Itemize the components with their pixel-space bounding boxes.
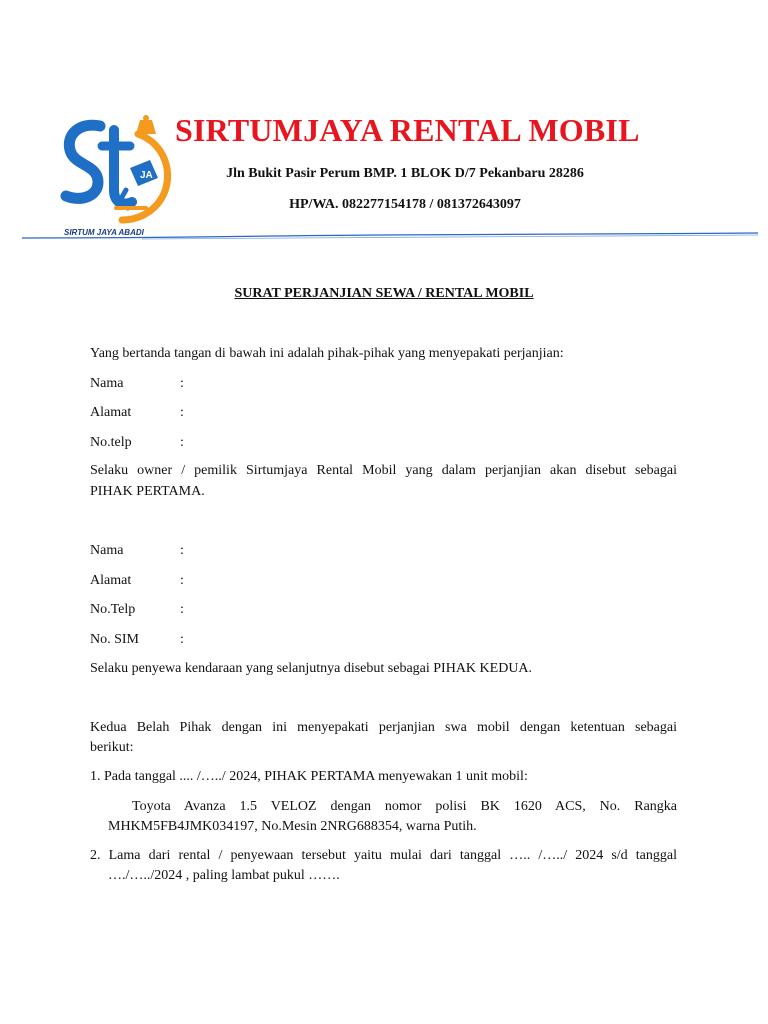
intro-paragraph: Yang bertanda tangan di bawah ini adalah pihak-pihak yang menyepakati perjanjian: [90, 346, 564, 361]
party2-label-telp: No.Telp [90, 602, 136, 617]
colon: : [180, 435, 184, 450]
party2-label-alamat: Alamat [90, 573, 132, 588]
document-title: SURAT PERJANJIAN SEWA / RENTAL MOBIL [234, 286, 534, 301]
colon: : [180, 602, 184, 617]
vehicle-details-line2: MHKM5FB4JMK034197, No.Mesin 2NRG688354, warna Putih. [108, 819, 477, 834]
party1-label-alamat: Alamat [90, 405, 132, 420]
party1-label-telp: No.telp [90, 435, 132, 450]
party1-role-line2: PIHAK PERTAMA. [90, 484, 205, 499]
clause-2-line1: 2. Lama dari rental / penyewaan tersebut yaitu mulai dari tanggal ….. /…../ 2024 s/d tanggal [90, 848, 677, 863]
vehicle-details-line1: Toyota Avanza 1.5 VELOZ dengan nomor polisi BK 1620 ACS, No. Rangka [132, 799, 677, 814]
header-divider [22, 226, 758, 242]
company-phone: HP/WA. 082277154178 / 081372643097 [289, 197, 521, 212]
colon: : [180, 632, 184, 647]
clause-1: 1. Pada tanggal .... /…../ 2024, PIHAK PERTAMA menyewakan 1 unit mobil: [90, 769, 528, 784]
logo-caption: SIRTUM JAYA ABADI [64, 228, 144, 237]
colon: : [180, 543, 184, 558]
party1-label-nama: Nama [90, 376, 124, 391]
agreement-line1: Kedua Belah Pihak dengan ini menyepakati perjanjian swa mobil dengan ketentuan sebagai [90, 720, 677, 735]
party1-role-line1: Selaku owner / pemilik Sirtumjaya Rental Mobil yang dalam perjanjian akan disebut sebagai [90, 463, 677, 478]
colon: : [180, 405, 184, 420]
colon: : [180, 376, 184, 391]
party2-role: Selaku penyewa kendaraan yang selanjutnya disebut sebagai PIHAK KEDUA. [90, 661, 533, 676]
agreement-line2: berikut: [90, 740, 134, 755]
party2-label-nama: Nama [90, 543, 124, 558]
colon: : [180, 573, 184, 588]
company-address: Jln Bukit Pasir Perum BMP. 1 BLOK D/7 Pekanbaru 28286 [226, 166, 584, 181]
company-name: SIRTUMJAYA RENTAL MOBIL [175, 112, 640, 148]
party2-label-sim: No. SIM [90, 632, 140, 647]
clause-2-line2: …./…../2024 , paling lambat pukul ……. [108, 868, 340, 883]
svg-text:JA: JA [140, 170, 153, 181]
